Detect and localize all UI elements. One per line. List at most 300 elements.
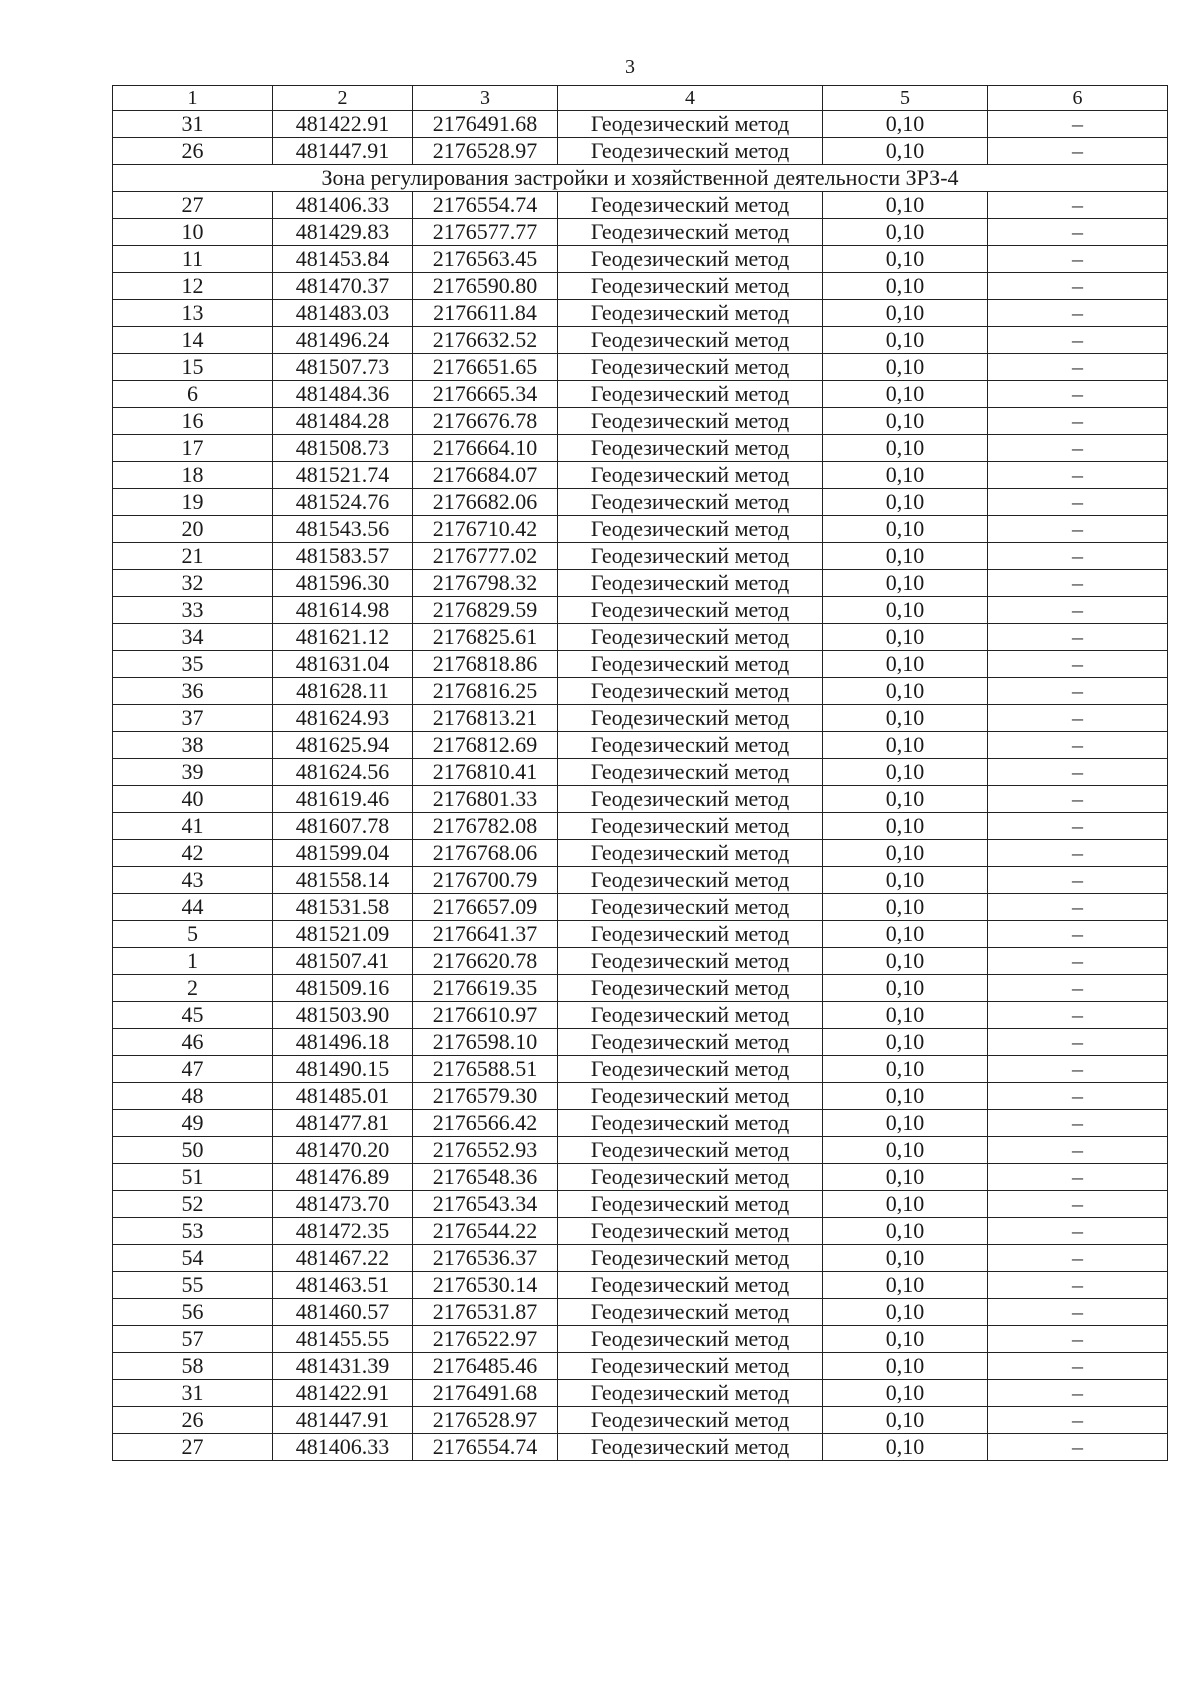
table-row — [113, 1137, 1168, 1164]
coordinate-y: 2176818.86 — [413, 651, 558, 678]
coordinate-y: 2176810.41 — [413, 759, 558, 786]
column-number-5: 5 — [823, 86, 988, 111]
error-value: 0,10 — [823, 192, 988, 219]
coordinate-y: 2176566.42 — [413, 1110, 558, 1137]
error-value: 0,10 — [823, 1272, 988, 1299]
coordinate-x: 481583.57 — [273, 543, 413, 570]
determination-method: Геодезический метод — [558, 327, 823, 354]
coordinate-x: 481621.12 — [273, 624, 413, 651]
table-row — [113, 300, 1168, 327]
determination-method: Геодезический метод — [558, 435, 823, 462]
determination-method: Геодезический метод — [558, 1299, 823, 1326]
determination-method: Геодезический метод — [558, 732, 823, 759]
note-cell: – — [988, 1191, 1168, 1218]
point-number: 17 — [113, 435, 273, 462]
coordinate-x: 481599.04 — [273, 840, 413, 867]
coordinate-x: 481531.58 — [273, 894, 413, 921]
coordinate-x: 481470.20 — [273, 1137, 413, 1164]
error-value: 0,10 — [823, 705, 988, 732]
point-number: 56 — [113, 1299, 273, 1326]
error-value: 0,10 — [823, 1137, 988, 1164]
coordinate-y: 2176684.07 — [413, 462, 558, 489]
error-value: 0,10 — [823, 462, 988, 489]
table-row — [113, 327, 1168, 354]
coordinate-x: 481406.33 — [273, 192, 413, 219]
point-number: 57 — [113, 1326, 273, 1353]
table-row — [113, 705, 1168, 732]
table-row — [113, 1164, 1168, 1191]
error-value: 0,10 — [823, 516, 988, 543]
determination-method: Геодезический метод — [558, 840, 823, 867]
coordinate-x: 481447.91 — [273, 138, 413, 165]
error-value: 0,10 — [823, 651, 988, 678]
note-cell: – — [988, 489, 1168, 516]
error-value: 0,10 — [823, 1299, 988, 1326]
determination-method: Геодезический метод — [558, 489, 823, 516]
coordinate-y: 2176563.45 — [413, 246, 558, 273]
determination-method: Геодезический метод — [558, 759, 823, 786]
coordinates-table — [112, 85, 1168, 1461]
coordinate-y: 2176700.79 — [413, 867, 558, 894]
error-value: 0,10 — [823, 1056, 988, 1083]
determination-method: Геодезический метод — [558, 354, 823, 381]
coordinate-x: 481490.15 — [273, 1056, 413, 1083]
point-number: 32 — [113, 570, 273, 597]
error-value: 0,10 — [823, 408, 988, 435]
note-cell: – — [988, 1002, 1168, 1029]
coordinate-x: 481422.91 — [273, 111, 413, 138]
point-number: 13 — [113, 300, 273, 327]
determination-method: Геодезический метод — [558, 543, 823, 570]
coordinate-x: 481607.78 — [273, 813, 413, 840]
coordinate-x: 481485.01 — [273, 1083, 413, 1110]
error-value: 0,10 — [823, 138, 988, 165]
error-value: 0,10 — [823, 1380, 988, 1407]
point-number: 53 — [113, 1218, 273, 1245]
coordinate-y: 2176548.36 — [413, 1164, 558, 1191]
point-number: 47 — [113, 1056, 273, 1083]
table-row — [113, 1407, 1168, 1434]
note-cell: – — [988, 1353, 1168, 1380]
table-row — [113, 1434, 1168, 1461]
point-number: 41 — [113, 813, 273, 840]
coordinate-y: 2176801.33 — [413, 786, 558, 813]
coordinate-y: 2176641.37 — [413, 921, 558, 948]
coordinate-y: 2176825.61 — [413, 624, 558, 651]
table-row — [113, 1191, 1168, 1218]
determination-method: Геодезический метод — [558, 570, 823, 597]
point-number: 14 — [113, 327, 273, 354]
coordinate-x: 481524.76 — [273, 489, 413, 516]
point-number: 46 — [113, 1029, 273, 1056]
coordinate-y: 2176530.14 — [413, 1272, 558, 1299]
coordinate-y: 2176777.02 — [413, 543, 558, 570]
table-row — [113, 624, 1168, 651]
coordinate-x: 481477.81 — [273, 1110, 413, 1137]
coordinate-y: 2176782.08 — [413, 813, 558, 840]
determination-method: Геодезический метод — [558, 1272, 823, 1299]
error-value: 0,10 — [823, 246, 988, 273]
point-number: 44 — [113, 894, 273, 921]
note-cell: – — [988, 1407, 1168, 1434]
point-number: 50 — [113, 1137, 273, 1164]
error-value: 0,10 — [823, 813, 988, 840]
point-number: 26 — [113, 138, 273, 165]
coordinate-y: 2176682.06 — [413, 489, 558, 516]
determination-method: Геодезический метод — [558, 408, 823, 435]
determination-method: Геодезический метод — [558, 705, 823, 732]
coordinate-x: 481509.16 — [273, 975, 413, 1002]
note-cell: – — [988, 678, 1168, 705]
coordinate-x: 481496.24 — [273, 327, 413, 354]
point-number: 51 — [113, 1164, 273, 1191]
coordinate-x: 481625.94 — [273, 732, 413, 759]
error-value: 0,10 — [823, 1407, 988, 1434]
error-value: 0,10 — [823, 1164, 988, 1191]
section-title-row — [113, 165, 1168, 192]
error-value: 0,10 — [823, 867, 988, 894]
coordinate-y: 2176528.97 — [413, 138, 558, 165]
table-row — [113, 1353, 1168, 1380]
note-cell: – — [988, 732, 1168, 759]
coordinate-y: 2176531.87 — [413, 1299, 558, 1326]
coordinate-y: 2176536.37 — [413, 1245, 558, 1272]
determination-method: Геодезический метод — [558, 246, 823, 273]
coordinate-x: 481473.70 — [273, 1191, 413, 1218]
point-number: 27 — [113, 1434, 273, 1461]
point-number: 1 — [113, 948, 273, 975]
coordinate-y: 2176554.74 — [413, 192, 558, 219]
coordinate-y: 2176544.22 — [413, 1218, 558, 1245]
coordinate-x: 481628.11 — [273, 678, 413, 705]
determination-method: Геодезический метод — [558, 516, 823, 543]
note-cell: – — [988, 381, 1168, 408]
coordinate-x: 481558.14 — [273, 867, 413, 894]
coordinate-x: 481543.56 — [273, 516, 413, 543]
point-number: 11 — [113, 246, 273, 273]
table-row — [113, 381, 1168, 408]
note-cell: – — [988, 219, 1168, 246]
note-cell: – — [988, 1326, 1168, 1353]
coordinate-x: 481596.30 — [273, 570, 413, 597]
column-number-4: 4 — [558, 86, 823, 111]
table-row — [113, 354, 1168, 381]
error-value: 0,10 — [823, 435, 988, 462]
table-row — [113, 732, 1168, 759]
error-value: 0,10 — [823, 786, 988, 813]
note-cell: – — [988, 1056, 1168, 1083]
error-value: 0,10 — [823, 1218, 988, 1245]
coordinate-x: 481619.46 — [273, 786, 413, 813]
coordinate-x: 481406.33 — [273, 1434, 413, 1461]
table-row — [113, 1002, 1168, 1029]
error-value: 0,10 — [823, 1029, 988, 1056]
point-number: 20 — [113, 516, 273, 543]
point-number: 27 — [113, 192, 273, 219]
determination-method: Геодезический метод — [558, 300, 823, 327]
determination-method: Геодезический метод — [558, 1407, 823, 1434]
coordinate-y: 2176491.68 — [413, 111, 558, 138]
point-number: 26 — [113, 1407, 273, 1434]
coordinate-y: 2176676.78 — [413, 408, 558, 435]
error-value: 0,10 — [823, 273, 988, 300]
note-cell: – — [988, 894, 1168, 921]
table-row — [113, 1245, 1168, 1272]
determination-method: Геодезический метод — [558, 921, 823, 948]
determination-method: Геодезический метод — [558, 813, 823, 840]
coordinate-y: 2176610.97 — [413, 1002, 558, 1029]
coordinate-x: 481470.37 — [273, 273, 413, 300]
determination-method: Геодезический метод — [558, 138, 823, 165]
point-number: 58 — [113, 1353, 273, 1380]
point-number: 38 — [113, 732, 273, 759]
note-cell: – — [988, 516, 1168, 543]
point-number: 31 — [113, 111, 273, 138]
coordinate-x: 481507.41 — [273, 948, 413, 975]
table-row — [113, 759, 1168, 786]
determination-method: Геодезический метод — [558, 462, 823, 489]
table-row — [113, 543, 1168, 570]
error-value: 0,10 — [823, 840, 988, 867]
note-cell: – — [988, 1380, 1168, 1407]
point-number: 19 — [113, 489, 273, 516]
determination-method: Геодезический метод — [558, 1434, 823, 1461]
note-cell: – — [988, 921, 1168, 948]
note-cell: – — [988, 975, 1168, 1002]
coordinate-y: 2176554.74 — [413, 1434, 558, 1461]
coordinate-x: 481521.09 — [273, 921, 413, 948]
table-row — [113, 111, 1168, 138]
note-cell: – — [988, 354, 1168, 381]
coordinate-x: 481429.83 — [273, 219, 413, 246]
table-row — [113, 1056, 1168, 1083]
coordinate-x: 481455.55 — [273, 1326, 413, 1353]
determination-method: Геодезический метод — [558, 219, 823, 246]
column-number-2: 2 — [273, 86, 413, 111]
note-cell: – — [988, 786, 1168, 813]
table-row — [113, 489, 1168, 516]
note-cell: – — [988, 1245, 1168, 1272]
coordinate-x: 481472.35 — [273, 1218, 413, 1245]
point-number: 37 — [113, 705, 273, 732]
coordinate-x: 481508.73 — [273, 435, 413, 462]
coordinate-x: 481476.89 — [273, 1164, 413, 1191]
table-row — [113, 1272, 1168, 1299]
coordinate-x: 481484.36 — [273, 381, 413, 408]
note-cell: – — [988, 462, 1168, 489]
error-value: 0,10 — [823, 975, 988, 1002]
table-row — [113, 840, 1168, 867]
note-cell: – — [988, 111, 1168, 138]
point-number: 36 — [113, 678, 273, 705]
note-cell: – — [988, 1218, 1168, 1245]
note-cell: – — [988, 1164, 1168, 1191]
note-cell: – — [988, 543, 1168, 570]
zone-title: Зона регулирования застройки и хозяйственной деятельности ЗРЗ-4 — [113, 165, 1168, 192]
table-row — [113, 516, 1168, 543]
determination-method: Геодезический метод — [558, 1191, 823, 1218]
coordinate-x: 481483.03 — [273, 300, 413, 327]
point-number: 34 — [113, 624, 273, 651]
error-value: 0,10 — [823, 570, 988, 597]
point-number: 35 — [113, 651, 273, 678]
note-cell: – — [988, 840, 1168, 867]
coordinate-y: 2176813.21 — [413, 705, 558, 732]
determination-method: Геодезический метод — [558, 597, 823, 624]
determination-method: Геодезический метод — [558, 1353, 823, 1380]
point-number: 31 — [113, 1380, 273, 1407]
coordinate-x: 481496.18 — [273, 1029, 413, 1056]
determination-method: Геодезический метод — [558, 1164, 823, 1191]
determination-method: Геодезический метод — [558, 894, 823, 921]
error-value: 0,10 — [823, 1002, 988, 1029]
coordinate-y: 2176798.32 — [413, 570, 558, 597]
table-row — [113, 1218, 1168, 1245]
error-value: 0,10 — [823, 894, 988, 921]
determination-method: Геодезический метод — [558, 786, 823, 813]
coordinate-y: 2176611.84 — [413, 300, 558, 327]
table-row — [113, 975, 1168, 1002]
point-number: 6 — [113, 381, 273, 408]
point-number: 18 — [113, 462, 273, 489]
table-row — [113, 1380, 1168, 1407]
error-value: 0,10 — [823, 327, 988, 354]
coordinate-y: 2176664.10 — [413, 435, 558, 462]
error-value: 0,10 — [823, 543, 988, 570]
point-number: 48 — [113, 1083, 273, 1110]
note-cell: – — [988, 813, 1168, 840]
table-row — [113, 948, 1168, 975]
point-number: 21 — [113, 543, 273, 570]
note-cell: – — [988, 273, 1168, 300]
coordinate-y: 2176620.78 — [413, 948, 558, 975]
table-row — [113, 1029, 1168, 1056]
column-number-6: 6 — [988, 86, 1168, 111]
error-value: 0,10 — [823, 1083, 988, 1110]
determination-method: Геодезический метод — [558, 1380, 823, 1407]
table-row — [113, 273, 1168, 300]
coordinate-x: 481614.98 — [273, 597, 413, 624]
determination-method: Геодезический метод — [558, 678, 823, 705]
note-cell: – — [988, 867, 1168, 894]
determination-method: Геодезический метод — [558, 192, 823, 219]
note-cell: – — [988, 1110, 1168, 1137]
table-row — [113, 246, 1168, 273]
point-number: 42 — [113, 840, 273, 867]
coordinate-y: 2176816.25 — [413, 678, 558, 705]
column-number-row — [113, 86, 1168, 111]
determination-method: Геодезический метод — [558, 867, 823, 894]
note-cell: – — [988, 1299, 1168, 1326]
error-value: 0,10 — [823, 624, 988, 651]
coordinate-y: 2176665.34 — [413, 381, 558, 408]
error-value: 0,10 — [823, 1245, 988, 1272]
note-cell: – — [988, 1137, 1168, 1164]
determination-method: Геодезический метод — [558, 1218, 823, 1245]
note-cell: – — [988, 624, 1168, 651]
note-cell: – — [988, 408, 1168, 435]
point-number: 40 — [113, 786, 273, 813]
table-row — [113, 597, 1168, 624]
error-value: 0,10 — [823, 948, 988, 975]
note-cell: – — [988, 435, 1168, 462]
note-cell: – — [988, 597, 1168, 624]
coordinate-x: 481422.91 — [273, 1380, 413, 1407]
error-value: 0,10 — [823, 1434, 988, 1461]
determination-method: Геодезический метод — [558, 948, 823, 975]
coordinate-y: 2176651.65 — [413, 354, 558, 381]
point-number: 15 — [113, 354, 273, 381]
table-row — [113, 435, 1168, 462]
error-value: 0,10 — [823, 354, 988, 381]
determination-method: Геодезический метод — [558, 1137, 823, 1164]
coordinate-y: 2176528.97 — [413, 1407, 558, 1434]
coordinate-y: 2176829.59 — [413, 597, 558, 624]
coordinate-y: 2176552.93 — [413, 1137, 558, 1164]
column-number-1: 1 — [113, 86, 273, 111]
coordinate-y: 2176657.09 — [413, 894, 558, 921]
point-number: 33 — [113, 597, 273, 624]
note-cell: – — [988, 1272, 1168, 1299]
determination-method: Геодезический метод — [558, 1002, 823, 1029]
table-row — [113, 867, 1168, 894]
point-number: 49 — [113, 1110, 273, 1137]
coordinate-y: 2176543.34 — [413, 1191, 558, 1218]
error-value: 0,10 — [823, 597, 988, 624]
determination-method: Геодезический метод — [558, 273, 823, 300]
error-value: 0,10 — [823, 300, 988, 327]
table-row — [113, 921, 1168, 948]
determination-method: Геодезический метод — [558, 1110, 823, 1137]
note-cell: – — [988, 327, 1168, 354]
error-value: 0,10 — [823, 1326, 988, 1353]
determination-method: Геодезический метод — [558, 651, 823, 678]
note-cell: – — [988, 705, 1168, 732]
coordinate-y: 2176619.35 — [413, 975, 558, 1002]
note-cell: – — [988, 300, 1168, 327]
table-row — [113, 1083, 1168, 1110]
error-value: 0,10 — [823, 219, 988, 246]
coordinate-y: 2176812.69 — [413, 732, 558, 759]
point-number: 10 — [113, 219, 273, 246]
error-value: 0,10 — [823, 921, 988, 948]
note-cell: – — [988, 651, 1168, 678]
error-value: 0,10 — [823, 1191, 988, 1218]
determination-method: Геодезический метод — [558, 111, 823, 138]
error-value: 0,10 — [823, 111, 988, 138]
coordinate-y: 2176710.42 — [413, 516, 558, 543]
table-row — [113, 219, 1168, 246]
point-number: 55 — [113, 1272, 273, 1299]
coordinate-x: 481503.90 — [273, 1002, 413, 1029]
point-number: 39 — [113, 759, 273, 786]
column-number-3: 3 — [413, 86, 558, 111]
coordinate-x: 481624.56 — [273, 759, 413, 786]
table-row — [113, 894, 1168, 921]
coordinate-y: 2176598.10 — [413, 1029, 558, 1056]
determination-method: Геодезический метод — [558, 624, 823, 651]
coordinate-x: 481507.73 — [273, 354, 413, 381]
determination-method: Геодезический метод — [558, 1326, 823, 1353]
table-row — [113, 786, 1168, 813]
point-number: 43 — [113, 867, 273, 894]
determination-method: Геодезический метод — [558, 1029, 823, 1056]
note-cell: – — [988, 759, 1168, 786]
coordinate-x: 481447.91 — [273, 1407, 413, 1434]
coordinate-x: 481484.28 — [273, 408, 413, 435]
table-row — [113, 462, 1168, 489]
note-cell: – — [988, 1083, 1168, 1110]
